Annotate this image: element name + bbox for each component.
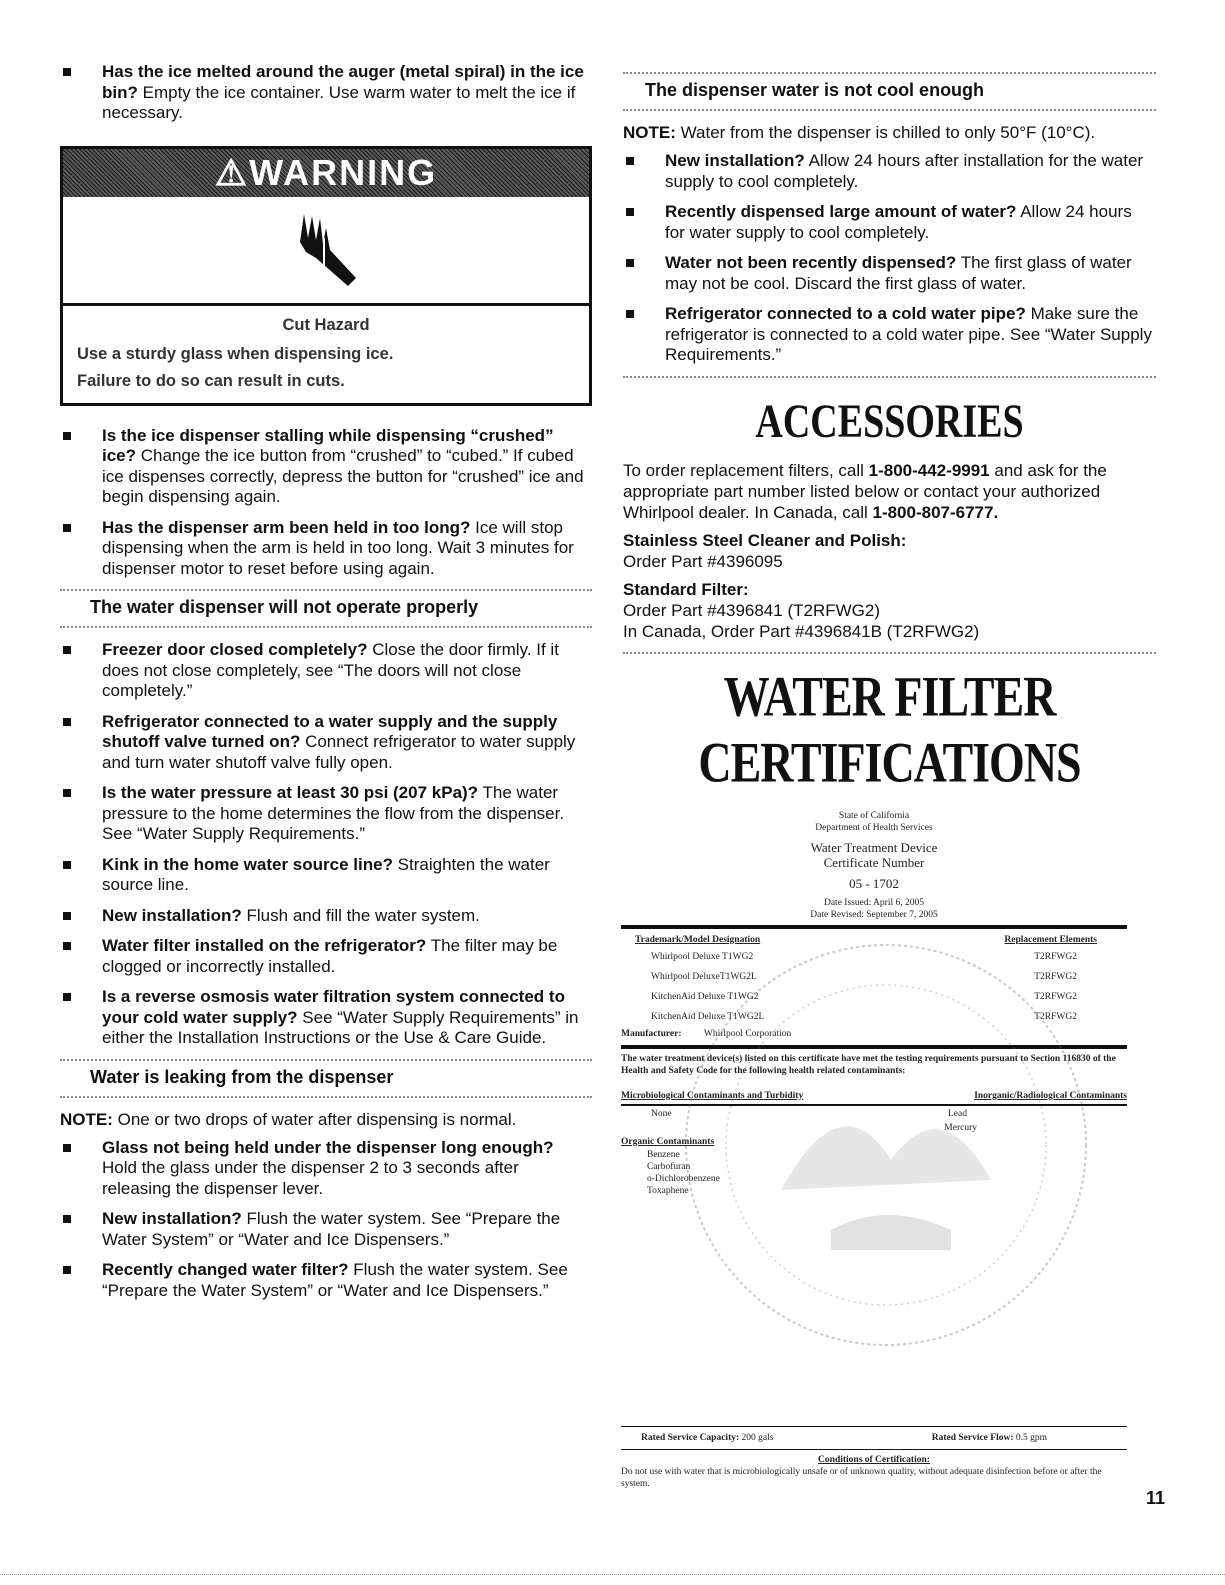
list-item: New installation? Flush the water system. See “Prepare the Water System” or “Water and Ice Dispensers.” bbox=[60, 1209, 592, 1250]
top-bullet-list bbox=[60, 62, 592, 124]
page-number: 11 bbox=[1145, 1488, 1165, 1508]
certifications-title: WATER FILTER CERTIFICATIONS bbox=[698, 663, 1081, 794]
cert-conditions-title: Conditions of Certification: bbox=[818, 1454, 930, 1465]
leak-bullet-list bbox=[60, 1138, 592, 1302]
accessories-title: ACCESSORIES bbox=[755, 395, 1024, 448]
note: NOTE: One or two drops of water after dispensing is normal. bbox=[60, 1109, 517, 1129]
list-item: Is the water pressure at least 30 psi (207 kPa)? The water pressure to the home determines the flow from the dispenser. See “Water Supply Requirements.” bbox=[60, 783, 592, 845]
list-item: Kink in the home water source line? Straighten the water source line. bbox=[60, 855, 592, 896]
list-item: Has the ice melted around the auger (metal spiral) in the ice bin? Empty the ice container. Use warm water to melt the ice if necessary. bbox=[60, 62, 592, 124]
note: NOTE: Water from the dispenser is chilled to only 50°F (10°C). bbox=[623, 123, 1096, 142]
warning-box bbox=[60, 146, 592, 406]
cert-model-row: KitchenAid Deluxe T1WG2L T2RFWG2 bbox=[651, 1011, 1077, 1022]
accessory-part: Order Part #4396095 bbox=[623, 551, 783, 571]
cert-model-row: Whirlpool Deluxe T1WG2 T2RFWG2 bbox=[651, 951, 1077, 962]
cert-model-row: Whirlpool DeluxeT1WG2L T2RFWG2 bbox=[651, 971, 1077, 982]
cert-rating-row: Rated Service Capacity: 200 gals Rated Service Flow: 0.5 gpm bbox=[641, 1432, 1047, 1443]
cert-statement: The water treatment device(s) listed on this certificate have met the testing requirements pursuant to Section 116830 of the Health and Safety Code for the following health related contaminants: bbox=[621, 1053, 1116, 1076]
list-item: Recently changed water filter? Flush the water system. See “Prepare the Water System” or “Water and Ice Dispensers.” bbox=[60, 1260, 592, 1301]
cert-rule bbox=[621, 925, 1127, 929]
cert-state: State of California bbox=[838, 810, 910, 821]
cert-contaminant-row: None Lead bbox=[651, 1108, 967, 1119]
warning-text-1: Use a sturdy glass when dispensing ice. bbox=[77, 344, 394, 363]
cut-hand-icon bbox=[63, 197, 589, 306]
cert-col-right: Replacement Elements bbox=[1004, 934, 1097, 945]
section-heading: The dispenser water is not cool enough bbox=[623, 72, 1156, 111]
cert-rule bbox=[621, 1045, 1127, 1049]
cert-issued: Date Issued: April 6, 2005 bbox=[823, 897, 924, 908]
list-item: Water not been recently dispensed? The first glass of water may not be cool. Discard the first glass of water. bbox=[623, 253, 1156, 294]
list-item: Glass not being held under the dispenser long enough? Hold the glass under the dispenser 2 to 3 seconds after releasing the dispenser lever. bbox=[60, 1138, 592, 1200]
right-column bbox=[623, 72, 1156, 1490]
cert-rule bbox=[621, 1104, 1127, 1106]
cert-number: 05 - 1702 bbox=[849, 875, 899, 891]
list-item: Recently dispensed large amount of water? Allow 24 hours for water supply to cool completely. bbox=[623, 202, 1156, 243]
cert-contaminant-headers: Microbiological Contaminants and Turbidity Inorganic/Radiological Contaminants bbox=[621, 1090, 1127, 1101]
list-item: Freezer door closed completely? Close the door firmly. If it does not close completely, see “The doors will not close completely.” bbox=[60, 640, 592, 702]
cert-rule bbox=[621, 1449, 1127, 1450]
list-item: Is a reverse osmosis water filtration system connected to your cold water supply? See “Water Supply Requirements” in either the Installation Instructions or the Use & Care Guide. bbox=[60, 987, 592, 1049]
accessory-title: Stainless Steel Cleaner and Polish: bbox=[623, 530, 907, 550]
cert-model-row: KitchenAid Deluxe T1WG2 T2RFWG2 bbox=[651, 991, 1077, 1002]
cool-bullet-list bbox=[623, 151, 1156, 366]
warning-title: ⚠WARNING bbox=[214, 151, 438, 193]
cert-label: Certificate Number bbox=[823, 854, 925, 870]
cert-organic-item: Benzene bbox=[647, 1149, 680, 1160]
section-heading: Water is leaking from the dispenser bbox=[60, 1059, 592, 1098]
cert-device: Water Treatment Device bbox=[810, 839, 938, 855]
cert-conditions: Do not use with water that is microbiologically unsafe or of unknown quality, without adequate disinfection before or after the system. bbox=[621, 1466, 1102, 1489]
accessories-intro: To order replacement filters, call 1-800-442-9991 and ask for the appropriate part number listed below or contact your authorized Whirlpool dealer. In Canada, call 1-800-807-6777. bbox=[623, 460, 1107, 522]
cert-manufacturer-row: Manufacturer: Whirlpool Corporation bbox=[621, 1028, 792, 1039]
accessory-part-canada: In Canada, Order Part #4396841B (T2RFWG2) bbox=[623, 621, 980, 641]
accessory-part: Order Part #4396841 (T2RFWG2) bbox=[623, 600, 880, 620]
divider bbox=[623, 376, 1156, 378]
warning-hazard: Cut Hazard bbox=[282, 315, 370, 334]
warning-banner bbox=[63, 149, 589, 197]
cert-organic-item: o-Dichlorobenzene bbox=[647, 1173, 720, 1184]
ice-bullet-list bbox=[60, 426, 592, 580]
cert-organic-item: Toxaphene bbox=[647, 1185, 689, 1196]
cert-organic-header: Organic Contaminants bbox=[621, 1136, 715, 1147]
section-heading: The water dispenser will not operate properly bbox=[60, 589, 592, 628]
list-item: New installation? Flush and fill the water system. bbox=[60, 906, 592, 927]
list-item: Is the ice dispenser stalling while dispensing “crushed” ice? Change the ice button from “crushed” to “cubed.” If cubed ice dispenses correctly, depress the button for “crushed” ice and begin dispensing again. bbox=[60, 426, 592, 508]
list-item: Has the dispenser arm been held in too long? Ice will stop dispensing when the arm is held in too long. Wait 3 minutes for dispenser motor to reset before using again. bbox=[60, 518, 592, 580]
list-item: Refrigerator connected to a cold water pipe? Make sure the refrigerator is connected to a cold water pipe. See “Water Supply Requirements.” bbox=[623, 304, 1156, 366]
cert-col-left: Trademark/Model Designation bbox=[635, 934, 761, 945]
list-item: Refrigerator connected to a water supply and the supply shutoff valve turned on? Connect refrigerator to water supply and turn water shutoff valve fully open. bbox=[60, 712, 592, 774]
warning-text-2: Failure to do so can result in cuts. bbox=[77, 371, 345, 390]
cert-rule bbox=[621, 1426, 1127, 1427]
accessory-title: Standard Filter: bbox=[623, 579, 749, 599]
cert-header-row bbox=[621, 933, 1127, 947]
divider bbox=[623, 652, 1156, 654]
certificate bbox=[621, 810, 1127, 1490]
cert-organic-item: Carbofuran bbox=[647, 1161, 691, 1172]
cert-revised: Date Revised: September 7, 2005 bbox=[810, 909, 938, 920]
bottom-edge bbox=[0, 1574, 1225, 1575]
list-item: New installation? Allow 24 hours after installation for the water supply to cool completely. bbox=[623, 151, 1156, 192]
left-column bbox=[60, 62, 592, 1311]
dispenser-bullet-list bbox=[60, 640, 592, 1049]
cert-contaminant-row: Mercury bbox=[944, 1122, 977, 1133]
list-item: Water filter installed on the refrigerator? The filter may be clogged or incorrectly installed. bbox=[60, 936, 592, 977]
cert-dept: Department of Health Services bbox=[815, 822, 933, 833]
